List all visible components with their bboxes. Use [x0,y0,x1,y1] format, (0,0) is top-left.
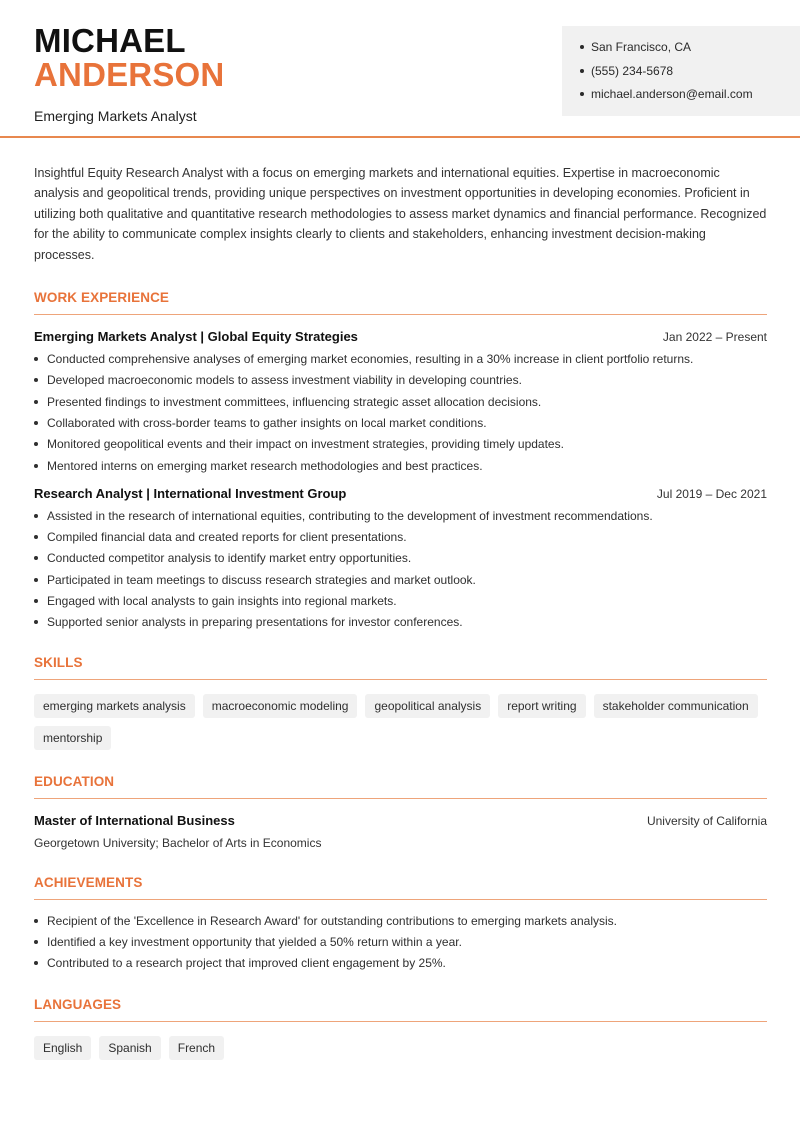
list-item [34,416,767,437]
skill-chip: mentorship [34,726,111,750]
contact-phone-text: (555) 234-5678 [591,63,674,78]
skill-chip: geopolitical analysis [365,694,490,718]
list-item-text: Developed macroeconomic models to assess investment viability in developing countries. [47,373,522,388]
bullet-icon [34,535,38,539]
contact-email-text: michael.anderson@email.com [591,87,753,101]
job-entry [34,329,767,480]
list-item [34,352,767,373]
bullet-icon [580,69,584,73]
list-item-text: Recipient of the 'Excellence in Research Award' for outstanding contributions to emerging markets analysis. [47,913,617,928]
list-item-text: Monitored geopolitical events and their impact on investment strategies, providing timely updates. [47,437,564,452]
list-item-text: Engaged with local analysts to gain insights into regional markets. [47,594,397,608]
section-title-achievements: ACHIEVEMENTS [34,875,767,900]
list-item-text: Presented findings to investment committees, influencing strategic asset allocation decisions. [47,394,542,409]
job-dates: Jul 2019 – Dec 2021 [656,486,767,501]
list-item [34,395,767,416]
list-item [34,594,767,615]
work-experience-section [34,290,767,637]
job-bullets [34,352,767,480]
list-item [34,956,767,977]
languages-section [34,997,767,1060]
list-item-text: Identified a key investment opportunity that yielded a 50% return within a year. [47,934,462,949]
list-item [34,551,767,572]
skill-chip: macroeconomic modeling [203,694,358,718]
bullet-icon [580,45,584,49]
list-item [34,373,767,394]
contact-box [562,26,800,116]
job-header [34,329,767,344]
list-item [34,935,767,956]
achievements-section [34,875,767,978]
job-heading: Emerging Markets Analyst | Global Equity Strategies [34,329,358,345]
section-title-languages: LANGUAGES [34,997,767,1022]
contact-location [580,40,800,64]
bullet-icon [34,464,38,468]
list-item [34,509,767,530]
list-item-text: Conducted comprehensive analyses of emerging market economies, resulting in a 30% increase in client portfolio returns. [47,352,694,367]
list-item-text: Compiled financial data and created reports for client presentations. [47,530,407,545]
section-title-education: EDUCATION [34,774,767,799]
summary: Insightful Equity Research Analyst with a focus on emerging markets and international equities. Expertise in macroeconomic analysis and geopolitical trends, providing unique perspectives on investment opportunities in developing economies. Proficient in utilizing both qualitative and quantitative research methodologies to assess market dynamics and financial performance. Recognized for the ability to communicate complex insights clearly to clients and stakeholders, enhancing investment decision-making processes. [34,166,767,262]
bullet-icon [34,514,38,518]
section-title-work: WORK EXPERIENCE [34,290,767,315]
contact-email [580,87,800,111]
list-item [34,914,767,935]
bullet-icon [34,620,38,624]
first-name: MICHAEL [34,22,186,59]
education-section [34,774,767,850]
job-entry [34,486,767,637]
list-item-text: Mentored interns on emerging market research methodologies and best practices. [47,458,483,473]
resume-body [34,163,767,1060]
bullet-icon [580,92,584,96]
list-item-text: Supported senior analysts in preparing presentations for investor conferences. [47,615,463,630]
list-item [34,615,767,636]
job-header [34,486,767,501]
skill-chip: stakeholder communication [594,694,758,718]
degree: Master of International Business [34,812,235,828]
language-chip: Spanish [99,1036,160,1060]
bullet-icon [34,357,38,361]
resume-header [0,0,800,138]
language-chip: English [34,1036,91,1060]
skills-list [34,694,767,750]
list-item [34,437,767,458]
bullet-icon [34,919,38,923]
bullet-icon [34,578,38,582]
job-heading: Research Analyst | International Investment Group [34,485,347,501]
name-block [34,24,224,124]
achievements-list [34,914,767,978]
bullet-icon [34,961,38,965]
contact-location-text: San Francisco, CA [591,40,692,54]
bullet-icon [34,421,38,425]
education-detail: Georgetown University; Bachelor of Arts in Economics [34,835,322,850]
job-dates: Jan 2022 – Present [662,330,767,345]
bullet-icon [34,556,38,560]
list-item-text: Collaborated with cross-border teams to gather insights on local market conditions. [47,415,487,430]
language-chip: French [169,1036,224,1060]
section-title-skills: SKILLS [34,655,767,680]
education-header [34,813,767,828]
bullet-icon [34,599,38,603]
list-item-text: Conducted competitor analysis to identify market entry opportunities. [47,551,412,566]
bullet-icon [34,378,38,382]
list-item-text: Participated in team meetings to discuss research strategies and market outlook. [47,572,476,587]
bullet-icon [34,400,38,404]
bullet-icon [34,940,38,944]
bullet-icon [34,442,38,446]
languages-list [34,1036,767,1060]
skill-chip: emerging markets analysis [34,694,195,718]
list-item [34,530,767,551]
skills-section [34,655,767,750]
skill-chip: report writing [498,694,585,718]
job-bullets [34,509,767,637]
list-item [34,573,767,594]
institution: University of California [646,813,767,828]
list-item [34,459,767,480]
list-item-text: Contributed to a research project that improved client engagement by 25%. [47,956,446,971]
contact-phone [580,64,800,88]
list-item-text: Assisted in the research of international equities, contributing to the development of investment recommendations. [47,508,653,523]
last-name: ANDERSON [34,56,225,93]
job-title: Emerging Markets Analyst [34,108,197,124]
